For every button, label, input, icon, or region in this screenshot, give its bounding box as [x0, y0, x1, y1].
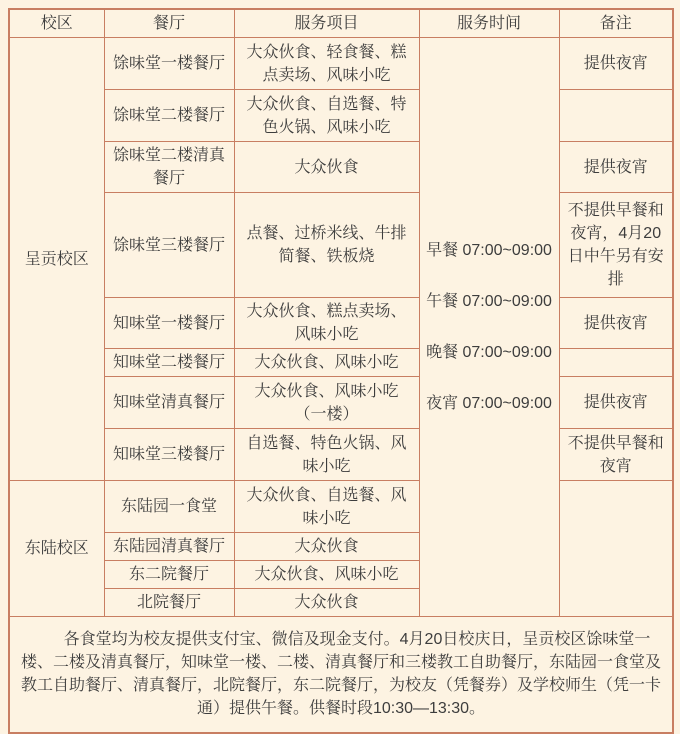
dining-notice: [8, 8, 672, 721]
footer-note-cell: [9, 617, 673, 733]
restaurant-cell: 知味堂三楼餐厅: [104, 429, 234, 481]
note-cell: 提供夜宵: [559, 298, 673, 349]
note-cell: 不提供早餐和夜宵: [559, 429, 673, 481]
table-row: [9, 142, 673, 193]
services-cell: 大众伙食: [234, 142, 419, 193]
restaurant-cell: 馀味堂二楼餐厅: [104, 90, 234, 142]
services-cell: 自选餐、特色火锅、风味小吃: [234, 429, 419, 481]
footer-row: [9, 617, 673, 733]
table-row: [9, 90, 673, 142]
restaurant-cell: 东二院餐厅: [104, 561, 234, 589]
time-night-snack: 夜宵 07:00~09:00: [426, 395, 552, 412]
restaurant-cell: 知味堂清真餐厅: [104, 377, 234, 429]
services-cell: 大众伙食: [234, 533, 419, 561]
services-cell: 大众伙食、自选餐、特色火锅、风味小吃: [234, 90, 419, 142]
table-row: [9, 429, 673, 481]
services-cell: 大众伙食、风味小吃: [234, 349, 419, 377]
header-service-time: 服务时间: [419, 9, 559, 38]
note-cell: 提供夜宵: [559, 38, 673, 90]
table-row: [9, 377, 673, 429]
table-row: [9, 38, 673, 90]
header-services: 服务项目: [234, 9, 419, 38]
header-restaurant: 餐厅: [104, 9, 234, 38]
footer-note-text: 各食堂均为校友提供支付宝、微信及现金支付。4月20日校庆日，呈贡校区馀味堂一楼、二楼及清真餐厅，知味堂一楼、二楼、清真餐厅和三楼教工自助餐厅，东陆园一食堂及教工自助餐厅、清真餐厅，北院餐厅，东二院餐厅，为校友（凭餐券）及学校师生（凭一卡通）提供午餐。供餐时段10:30—13:30。: [20, 631, 661, 718]
time-dinner: 晚餐 07:00~09:00: [426, 344, 552, 361]
restaurant-cell: 北院餐厅: [104, 589, 234, 617]
services-cell: 大众伙食、风味小吃: [234, 561, 419, 589]
services-cell: 大众伙食、自选餐、风味小吃: [234, 481, 419, 533]
restaurant-cell: 知味堂一楼餐厅: [104, 298, 234, 349]
restaurant-cell: 馀味堂三楼餐厅: [104, 193, 234, 298]
restaurant-cell: 馀味堂二楼清真餐厅: [104, 142, 234, 193]
header-campus: 校区: [9, 9, 104, 38]
services-cell: 点餐、过桥米线、牛排简餐、铁板烧: [234, 193, 419, 298]
restaurant-cell: 东陆园清真餐厅: [104, 533, 234, 561]
table-row: [9, 193, 673, 298]
table-row: [9, 349, 673, 377]
services-cell: 大众伙食: [234, 589, 419, 617]
note-cell: [559, 349, 673, 377]
time-breakfast: 早餐 07:00~09:00: [426, 242, 552, 259]
note-cell: 提供夜宵: [559, 142, 673, 193]
table-row: [9, 481, 673, 533]
services-cell: 大众伙食、轻食餐、糕点卖场、风味小吃: [234, 38, 419, 90]
note-cell: 不提供早餐和夜宵，4月20日中午另有安排: [559, 193, 673, 298]
restaurant-cell: 知味堂二楼餐厅: [104, 349, 234, 377]
note-cell: 提供夜宵: [559, 377, 673, 429]
service-time-cell: [419, 38, 559, 617]
note-cell: [559, 90, 673, 142]
table-row: [9, 298, 673, 349]
campus-cell-donglu: 东陆校区: [9, 481, 104, 617]
services-cell: 大众伙食、风味小吃（一楼）: [234, 377, 419, 429]
note-cell: [559, 481, 673, 617]
services-cell: 大众伙食、糕点卖场、风味小吃: [234, 298, 419, 349]
header-row: [9, 9, 673, 38]
campus-cell-chenggong: 呈贡校区: [9, 38, 104, 481]
header-note: 备注: [559, 9, 673, 38]
dining-schedule-table: [8, 8, 674, 734]
time-lunch: 午餐 07:00~09:00: [426, 293, 552, 310]
restaurant-cell: 馀味堂一楼餐厅: [104, 38, 234, 90]
restaurant-cell: 东陆园一食堂: [104, 481, 234, 533]
